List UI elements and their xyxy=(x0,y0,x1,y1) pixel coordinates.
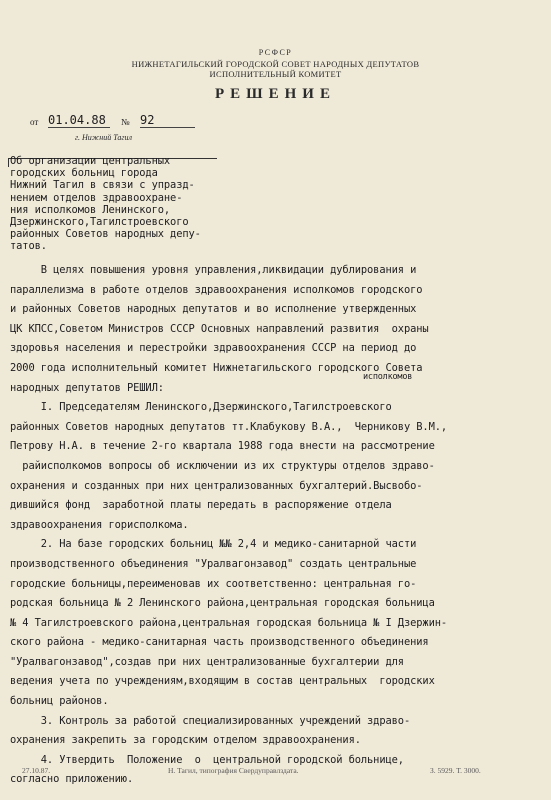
body-line: параллелизма в работе отделов здравоохранения исполкомов городского xyxy=(10,283,423,296)
body-line: районных Советов народных депутатов тт.Клабукову В.А., Черникову В.М., xyxy=(10,420,448,433)
footer-print-date: 27.10.87. xyxy=(22,766,51,775)
body-line: райисполкомов вопросы об исключении из их структуры отделов здраво- xyxy=(10,459,435,472)
footer-printer: Н. Тагил, типография Свердуправлздата. xyxy=(168,766,299,775)
body-line: В целях повышения уровня управления,ликвидации дублирования и xyxy=(10,264,417,276)
number-label: № xyxy=(121,117,130,127)
date-label: от xyxy=(30,117,39,127)
body-line: здоровья населения и перестройки здравоохранения СССР на период до xyxy=(10,342,417,355)
body-line: охранения закрепить за городским отделом здравоохранения. xyxy=(10,734,361,747)
header-committee: ИСПОЛНИТЕЛЬНЫЙ КОМИТЕТ xyxy=(209,69,342,79)
body-line: I. Председателям Ленинского,Дзержинского,Тагилстроевского xyxy=(10,401,392,414)
body-line: 2. На базе городских больниц №№ 2,4 и медико-санитарной части xyxy=(10,538,417,551)
body-line: народных депутатов РЕШИЛ: xyxy=(10,381,164,394)
body-line: 3. Контроль за работой специализированных учреждений здраво- xyxy=(10,714,411,727)
decision-date: 01.04.88 xyxy=(48,113,110,128)
city-label: г. Нижний Тагил xyxy=(75,133,132,142)
footer-order: З. 5929. Т. 3000. xyxy=(430,766,481,775)
document-body xyxy=(10,261,545,790)
body-line: охранения и созданных при них централизованных бухгалтерий.Высвобо- xyxy=(10,479,423,492)
header-council: НИЖНЕТАГИЛЬСКИЙ ГОРОДСКОЙ СОВЕТ НАРОДНЫХ ДЕПУТАТОВ xyxy=(131,59,420,69)
subject-block: Об организации центральных городских больниц города Нижний Тагил в связи с упразд- нением отделов здравоохране- ния исполкомов Ленинского, Дзержинского,Тагилстроевского районных Советов народных депу- татов. xyxy=(10,155,201,253)
body-line: здравоохранения горисполкома. xyxy=(10,518,189,531)
body-line: ЦК КПСС,Советом Министров СССР Основных направлений развития охраны xyxy=(10,322,429,335)
body-line: № 4 Тагилстроевского района,центральная городская больница № I Дзержин- xyxy=(10,616,448,629)
handwritten-insert: исполкомов xyxy=(363,372,413,382)
body-line: 4. Утвердить Положение о центральной городской больнице, xyxy=(10,753,404,766)
body-line: и районных Советов народных депутатов и во исполнение утвержденных xyxy=(10,303,417,316)
header-rsfsr: РСФСР xyxy=(258,48,293,57)
body-line: Петрову Н.А. в течение 2-го квартала 1988 года внести на рассмотрение xyxy=(10,440,435,453)
body-line: городские больницы,переименовав их соответственно: центральная го- xyxy=(10,577,417,590)
document-title: РЕШЕНИЕ xyxy=(215,86,336,102)
body-line: ского района - медико-санитарная часть производственного объединения xyxy=(10,636,429,649)
body-line: родская больница № 2 Ленинского района,центральная городская больница xyxy=(10,597,435,610)
decision-number: 92 xyxy=(140,113,195,128)
body-line: 2000 года исполнительный комитет Нижнетагильского городского Совета xyxy=(10,361,423,374)
body-line: "Уралвагонзавод",создав при них централизованные бухгалтерии для xyxy=(10,655,404,668)
body-line: больниц районов. xyxy=(10,695,109,708)
body-line: производственного объединения "Уралвагонзавод" создать центральные xyxy=(10,557,417,570)
body-line: дившийся фонд заработной платы передать в распоряжение отдела xyxy=(10,499,392,512)
body-line: согласно приложению. xyxy=(10,773,134,786)
body-line: ведения учета по учреждениям,входящим в состав центральных городских xyxy=(10,675,435,688)
